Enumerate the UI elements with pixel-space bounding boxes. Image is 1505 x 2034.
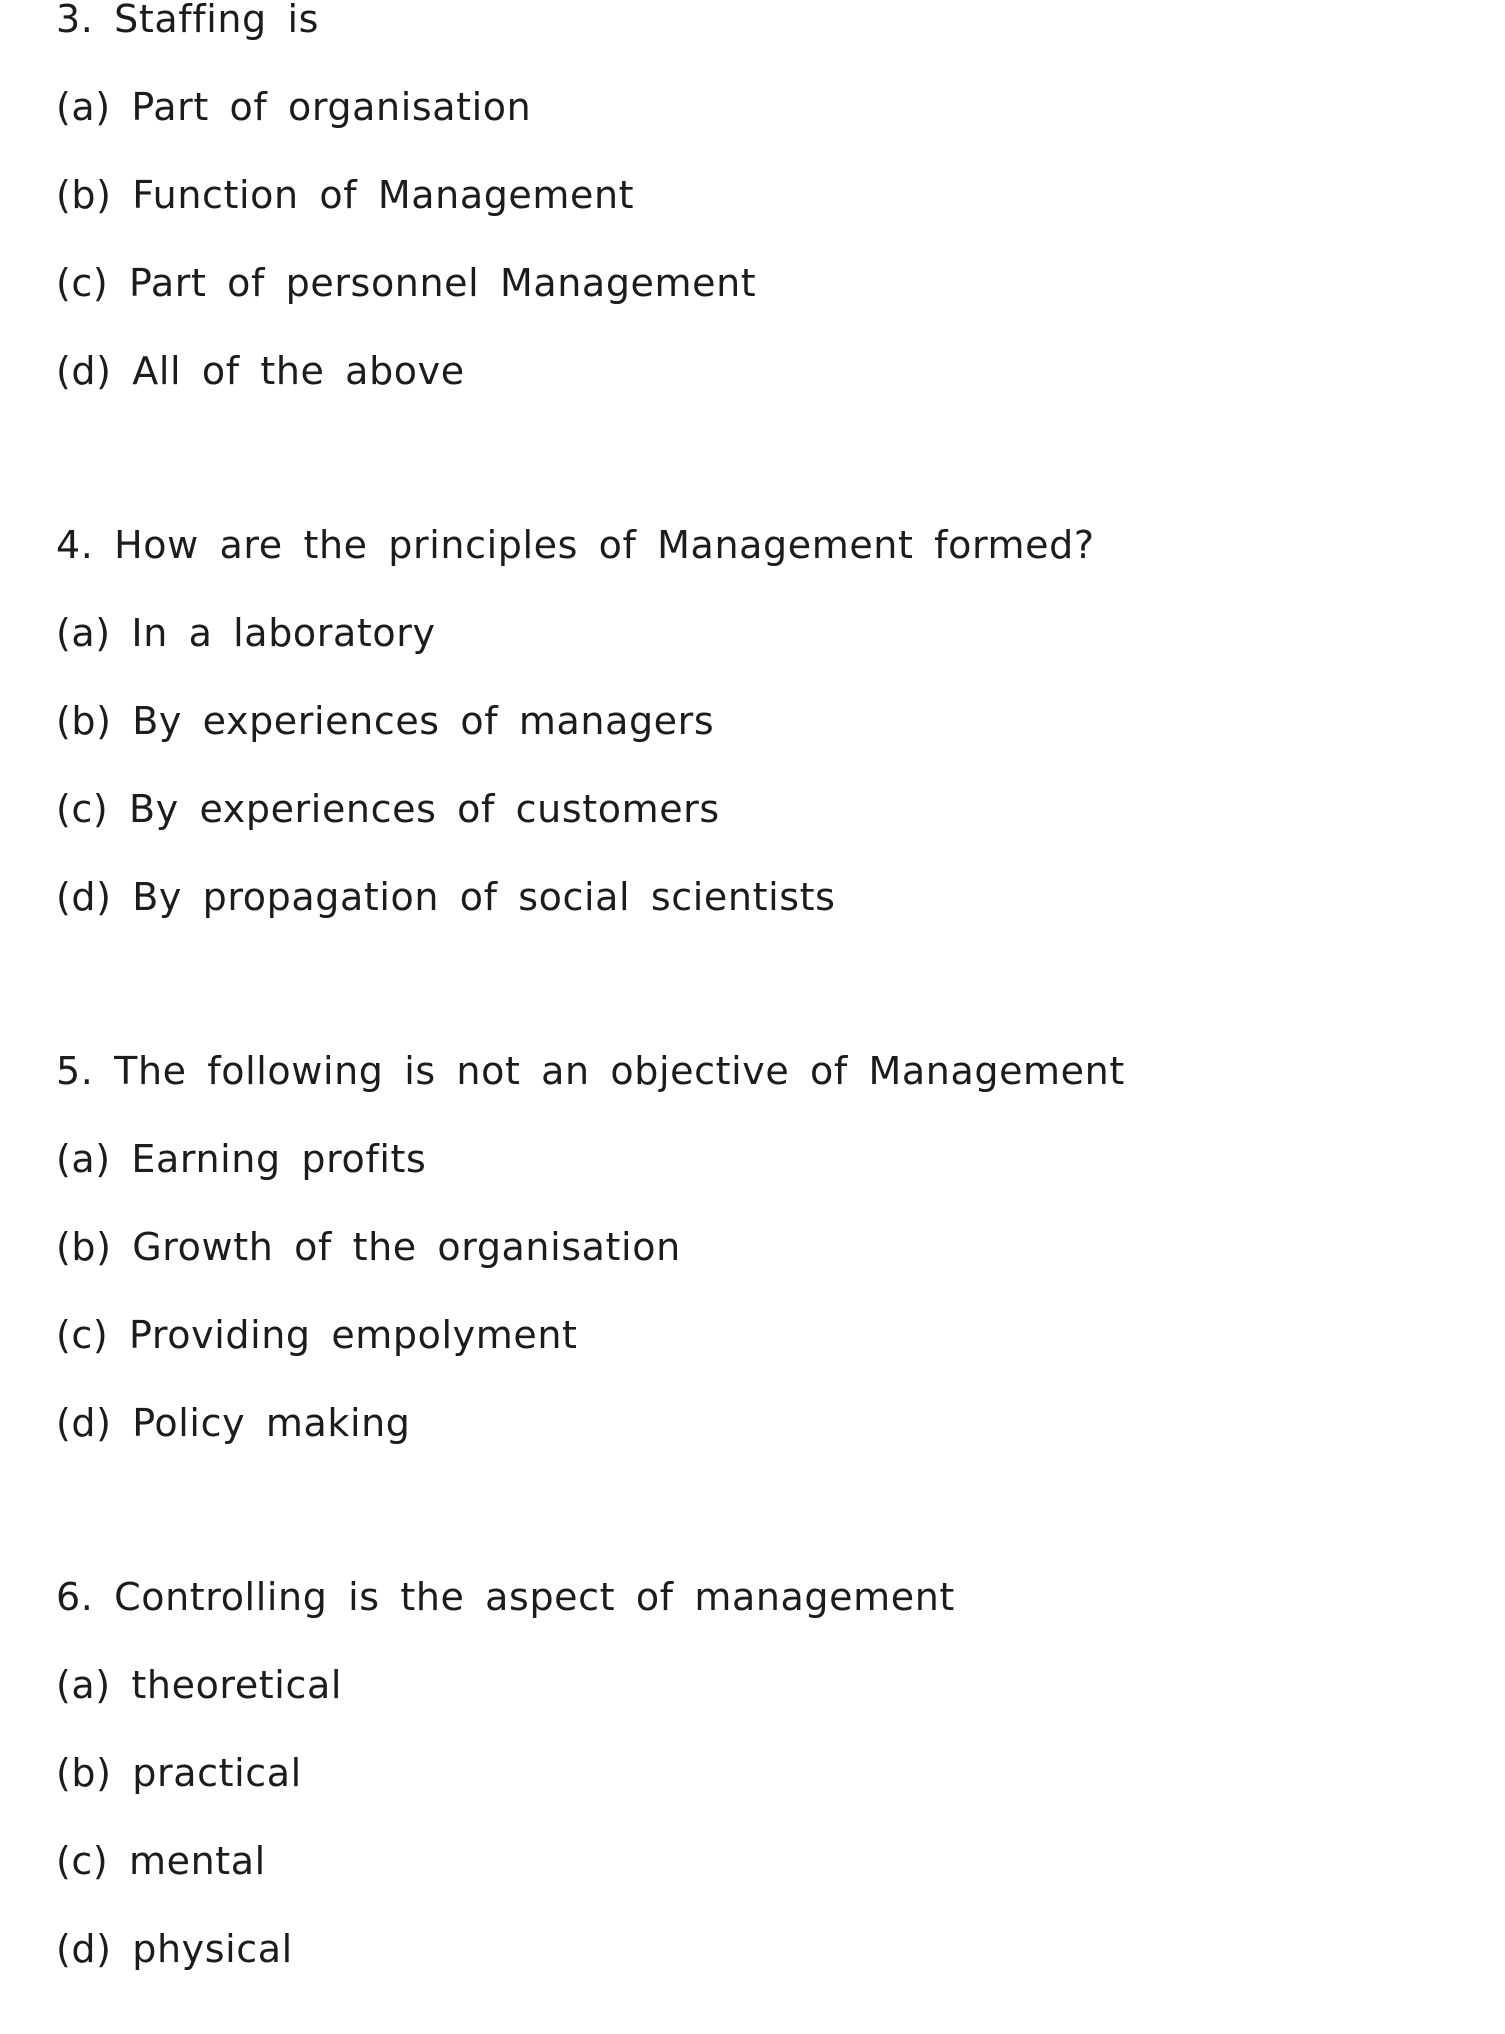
- option-c: (c) By experiences of customers: [56, 787, 720, 831]
- option-d: (d) By propagation of social scientists: [56, 875, 836, 919]
- question-6: [56, 1566, 1456, 2006]
- option-c: (c) Part of personnel Management: [56, 261, 757, 305]
- option-a: (a) Earning profits: [56, 1137, 427, 1181]
- option-d: (d) All of the above: [56, 349, 465, 393]
- option-d: (d) Policy making: [56, 1401, 411, 1445]
- option-d: (d) physical: [56, 1927, 293, 1971]
- question-5: [56, 1040, 1456, 1480]
- question-text: 4. How are the principles of Management formed?: [56, 523, 1095, 567]
- option-b: (b) Function of Management: [56, 173, 635, 217]
- question-text: 6. Controlling is the aspect of management: [56, 1575, 955, 1619]
- question-text: 5. The following is not an objective of Management: [56, 1049, 1125, 1093]
- question-text: 3. Staffing is: [56, 0, 319, 41]
- option-a: (a) Part of organisation: [56, 85, 532, 129]
- option-a: (a) theoretical: [56, 1663, 342, 1707]
- question-3: [56, 0, 1456, 428]
- option-a: (a) In a laboratory: [56, 611, 436, 655]
- option-b: (b) Growth of the organisation: [56, 1225, 681, 1269]
- option-c: (c) Providing empolyment: [56, 1313, 578, 1357]
- option-b: (b) practical: [56, 1751, 302, 1795]
- question-4: [56, 514, 1456, 954]
- option-b: (b) By experiences of managers: [56, 699, 715, 743]
- option-c: (c) mental: [56, 1839, 266, 1883]
